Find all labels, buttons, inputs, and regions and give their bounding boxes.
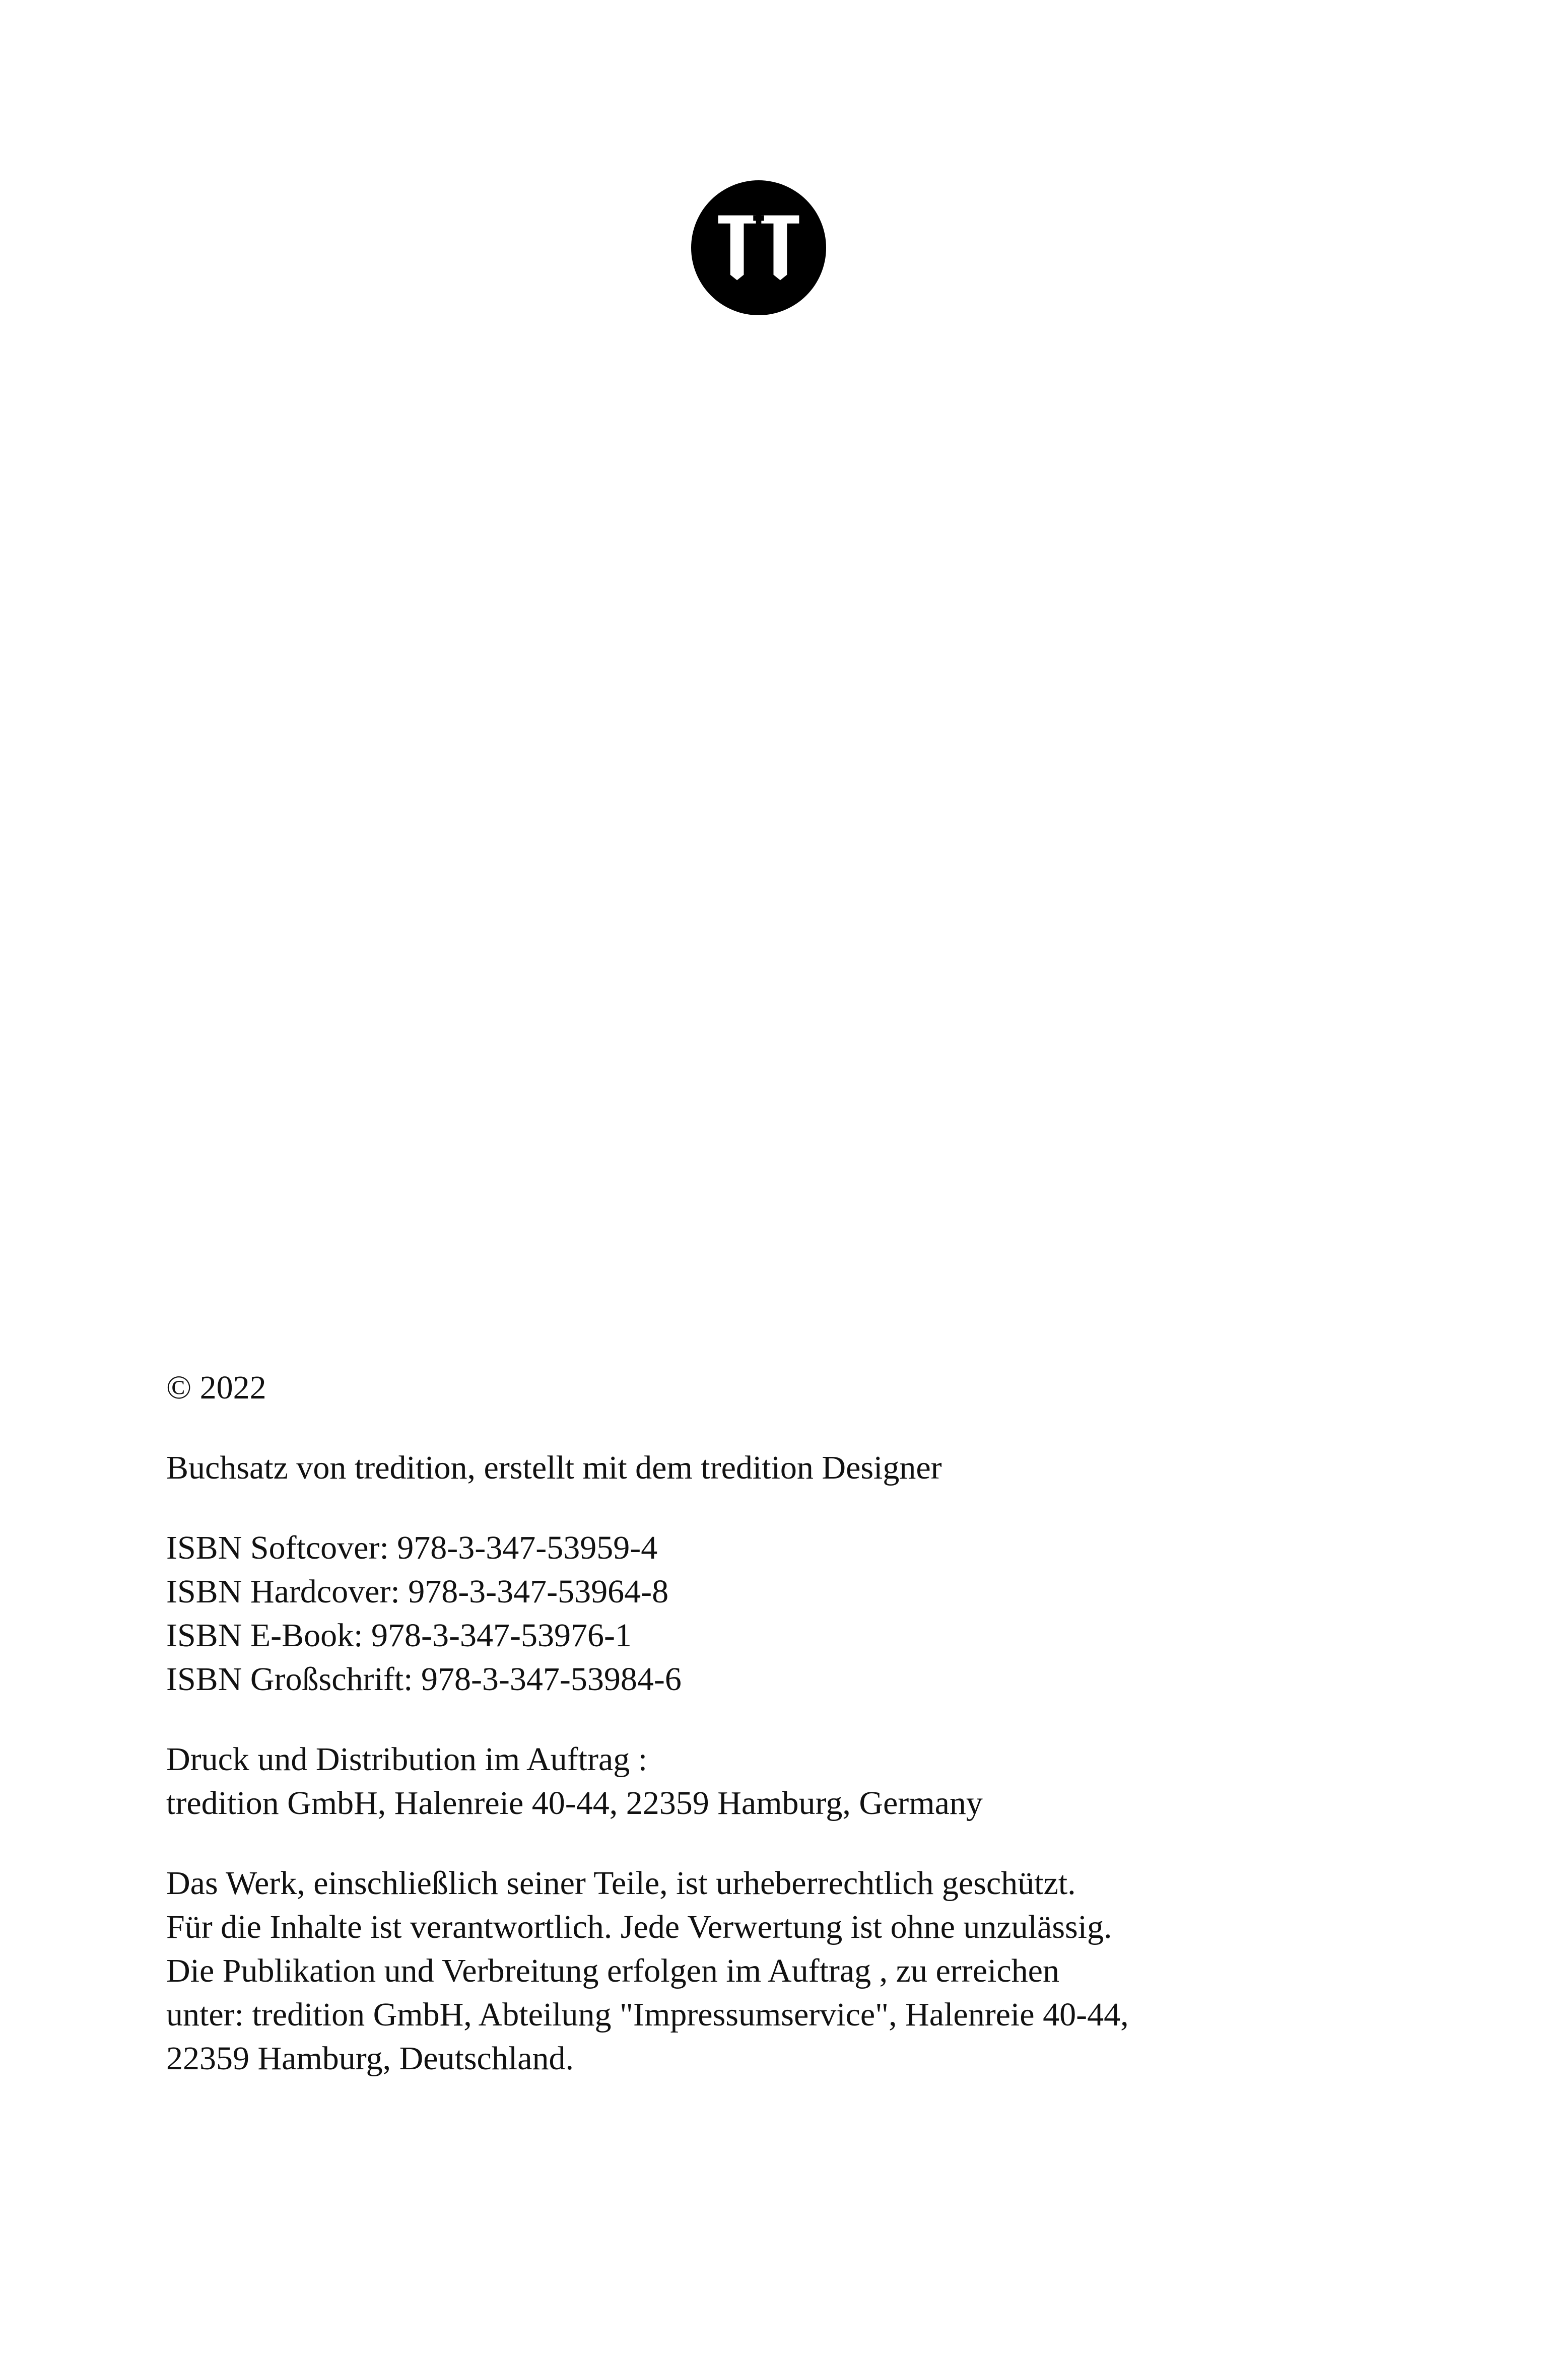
isbn-hardcover: ISBN Hardcover: 978-3-347-53964-8 — [166, 1573, 669, 1610]
publisher-logo-icon — [691, 180, 826, 315]
legal-line: Die Publikation und Verbreitung erfolgen im Auftrag , zu erreichen — [166, 1952, 1059, 1989]
isbn-block — [166, 1526, 1400, 1701]
isbn-softcover: ISBN Softcover: 978-3-347-53959-4 — [166, 1529, 658, 1566]
legal-line: Das Werk, einschließlich seiner Teile, ist urheberrechtlich geschützt. — [166, 1865, 1076, 1902]
legal-line: Für die Inhalte ist verantwortlich. Jede Verwertung ist ohne unzulässig. — [166, 1909, 1112, 1945]
distribution-address: tredition GmbH, Halenreie 40-44, 22359 Hamburg, Germany — [166, 1785, 983, 1822]
typesetting-block — [166, 1446, 1400, 1490]
distribution-line: Druck und Distribution im Auftrag : — [166, 1741, 648, 1778]
isbn-ebook: ISBN E-Book: 978-3-347-53976-1 — [166, 1617, 632, 1654]
typesetting-line: Buchsatz von tredition, erstellt mit dem tredition Designer — [166, 1449, 942, 1486]
legal-block — [166, 1861, 1400, 2080]
legal-line: 22359 Hamburg, Deutschland. — [166, 2040, 574, 2077]
legal-line: unter: tredition GmbH, Abteilung "Impressumservice", Halenreie 40-44, — [166, 1996, 1129, 2033]
imprint-text — [166, 1366, 1400, 2117]
copyright-block — [166, 1366, 1400, 1410]
copyright-line: © 2022 — [166, 1369, 266, 1406]
isbn-large-print: ISBN Großschrift: 978-3-347-53984-6 — [166, 1661, 682, 1698]
distribution-block — [166, 1737, 1400, 1825]
